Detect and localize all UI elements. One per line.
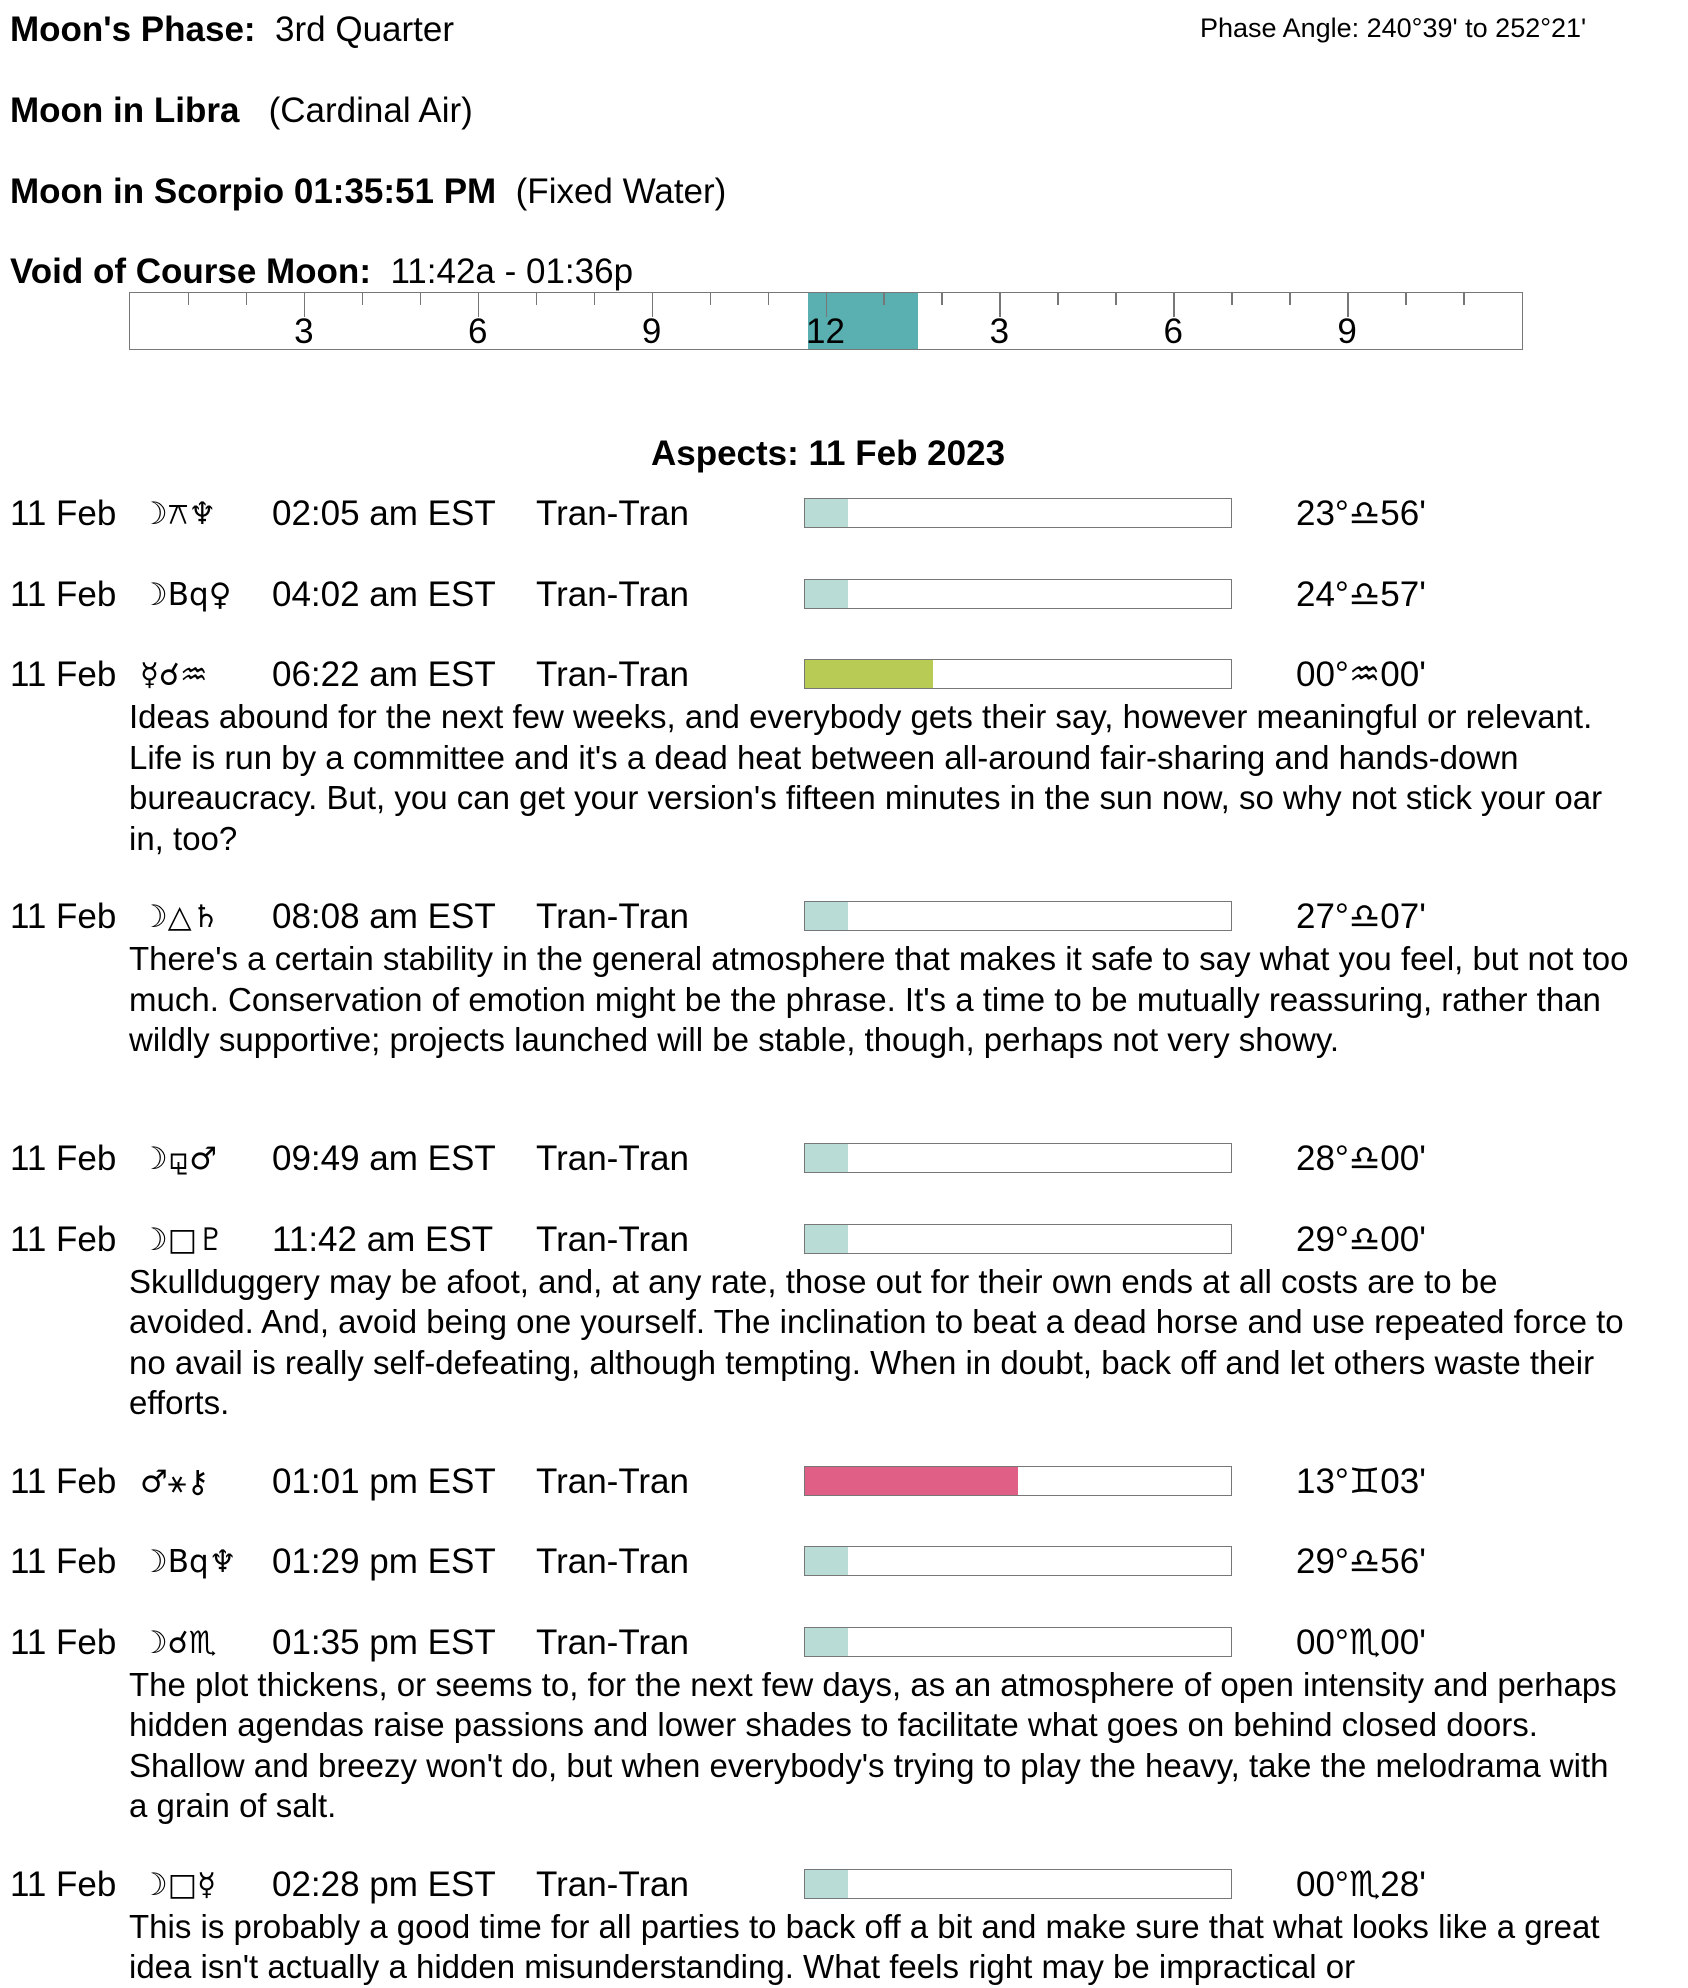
void-of-course-label: Void of Course Moon: [10, 252, 371, 291]
timeline-tick [188, 293, 190, 305]
aspect-date: 11 Feb [10, 897, 117, 936]
aspect-time: 08:08 am EST [272, 897, 496, 936]
aspect-row [0, 1863, 1688, 1907]
aspect-strength-fill [805, 580, 848, 608]
timeline-tick [1115, 293, 1117, 305]
phase-angle: Phase Angle: 240°39' to 252°21' [1200, 13, 1587, 43]
aspect-kind: Tran-Tran [536, 1622, 689, 1662]
aspect-date: 11 Feb [10, 655, 117, 694]
aspect-glyphs: ☽Bq♆ [140, 1544, 237, 1580]
timeline-tick [1463, 293, 1465, 305]
void-of-course [10, 252, 633, 292]
timeline-hour-label: 12 [806, 312, 845, 351]
timeline-tick [883, 293, 885, 305]
timeline-hour-label: 9 [641, 312, 662, 351]
aspect-description: Ideas abound for the next few weeks, and everybody gets their say, however meaningful or relevant. Life is run by a committee and it's a dead heat between all-around fair-sharing and hands-down bureaucracy. But, you can get your version's fifteen minutes in the sun now, so why not stick your oar in, too? [129, 698, 1603, 857]
aspect-strength-bar [804, 498, 1232, 528]
aspect-date: 11 Feb [10, 1219, 117, 1259]
aspect-kind: Tran-Tran [536, 1461, 689, 1501]
aspect-date: 11 Feb [10, 1461, 117, 1501]
timeline-tick [1057, 293, 1059, 305]
aspect-date: 11 Feb [10, 1622, 117, 1662]
aspect-strength-bar [804, 1466, 1232, 1496]
aspect-glyphs: ☽☌♏ [140, 1624, 217, 1661]
timeline-tick [941, 293, 943, 305]
moon-in-scorpio [10, 172, 726, 212]
aspect-glyphs: ☽Bq♀ [140, 576, 232, 613]
aspect-kind: Tran-Tran [536, 1542, 689, 1581]
aspect-strength-fill [805, 499, 848, 527]
aspect-glyphs: ♂⚹⚷ [140, 1463, 210, 1500]
aspect-position: 27°♎07' [1296, 897, 1426, 936]
aspect-kind: Tran-Tran [536, 574, 689, 614]
aspect-time: 11:42 am EST [272, 1219, 494, 1259]
aspect-position: 29°♎00' [1296, 1219, 1426, 1259]
aspect-description: Skullduggery may be afoot, and, at any rate, those out for their own ends at all costs are to be avoided. And, avoid being one yourself. The inclination to beat a dead horse and use repeated force to no avail is really self-defeating, although tempting. When in doubt, back off and let others waste their efforts. [129, 1262, 1624, 1421]
aspect-row [0, 1218, 1688, 1262]
aspect-glyphs: ☽△♄ [140, 899, 220, 935]
aspect-position: 29°♎56' [1296, 1542, 1426, 1581]
moon-in-libra-element: (Cardinal Air) [268, 91, 473, 130]
timeline-hour-label: 9 [1337, 312, 1357, 351]
timeline-tick [362, 293, 364, 305]
aspect-glyphs: ☽□☿ [140, 1866, 217, 1903]
aspect-row [0, 895, 1688, 939]
aspect-glyphs: ☿☌♒ [140, 657, 208, 693]
aspect-strength-fill [805, 1628, 848, 1656]
aspect-time: 06:22 am EST [272, 655, 496, 694]
aspect-kind: Tran-Tran [536, 1139, 689, 1178]
aspect-kind: Tran-Tran [536, 897, 689, 936]
aspect-strength-bar [804, 1869, 1232, 1899]
timeline-tick [710, 293, 712, 305]
timeline-tick [1231, 293, 1233, 305]
moon-phase-label: Moon's Phase: [10, 10, 256, 49]
timeline-hour-label: 6 [468, 312, 488, 351]
aspect-time: 01:29 pm EST [272, 1542, 496, 1581]
aspect-date: 11 Feb [10, 1542, 117, 1581]
aspect-time: 02:28 pm EST [272, 1864, 496, 1904]
aspect-strength-fill [805, 1547, 848, 1575]
aspect-date: 11 Feb [10, 1864, 117, 1904]
timeline-hour-label: 3 [989, 312, 1010, 351]
aspect-strength-bar [804, 659, 1232, 689]
aspect-kind: Tran-Tran [536, 494, 689, 533]
aspect-position: 23°♎56' [1296, 494, 1426, 533]
aspects-title: Aspects: 11 Feb 2023 [650, 434, 1006, 473]
aspect-row [0, 1137, 1688, 1181]
aspect-row [0, 1460, 1688, 1504]
aspect-row [0, 492, 1688, 536]
moon-phase-value: 3rd Quarter [275, 10, 455, 49]
aspect-strength-fill [805, 1225, 848, 1253]
aspect-time: 01:35 pm EST [272, 1622, 496, 1662]
aspect-time: 02:05 am EST [272, 494, 496, 533]
aspect-strength-bar [804, 901, 1232, 931]
aspect-time: 04:02 am EST [272, 574, 496, 614]
timeline-tick [594, 293, 596, 305]
moon-phase [10, 10, 454, 50]
aspect-kind: Tran-Tran [536, 1864, 689, 1904]
timeline-tick [536, 293, 538, 305]
aspect-glyphs: ☽□♇ [140, 1221, 225, 1258]
aspect-strength-fill [805, 1144, 848, 1172]
aspect-time: 01:01 pm EST [272, 1461, 496, 1501]
aspect-strength-fill [805, 902, 848, 930]
moon-in-libra-label: Moon in Libra [10, 91, 240, 130]
aspect-position: 00°♏00' [1296, 1622, 1426, 1662]
aspect-position: 13°♊03' [1296, 1461, 1426, 1501]
aspect-description: This is probably a good time for all parties to back off a bit and make sure that what looks like a great idea isn't actually a hidden misunderstanding. What feels right may be impractical or [129, 1907, 1600, 1985]
aspect-row [0, 653, 1688, 697]
timeline-tick [768, 293, 770, 305]
aspect-row [0, 1621, 1688, 1665]
aspect-strength-fill [805, 1467, 1018, 1495]
aspect-description: There's a certain stability in the general atmosphere that makes it safe to say what you feel, but not too much. Conservation of emotion might be the phrase. It's a time to be mutually reassuring, rather than wildly supportive; projects launched will be stable, though, perhaps not very showy. [129, 940, 1629, 1058]
aspect-strength-bar [804, 579, 1232, 609]
aspect-time: 09:49 am EST [272, 1139, 496, 1178]
aspect-position: 00°♏28' [1296, 1864, 1426, 1904]
aspect-description: The plot thickens, or seems to, for the next few days, as an atmosphere of open intensity and perhaps hidden agendas raise passions and lower shades to facilitate what goes on behind closed doors. Shallow and breezy won't do, but when everybody's trying to play the heavy, take the melodrama with a grain of salt. [129, 1665, 1617, 1824]
aspect-date: 11 Feb [10, 574, 117, 614]
aspect-strength-bar [804, 1143, 1232, 1173]
timeline-tick [246, 293, 248, 305]
timeline-tick [1289, 293, 1291, 305]
timeline-tick [1405, 293, 1407, 305]
aspect-strength-fill [805, 1870, 848, 1898]
aspect-strength-bar [804, 1224, 1232, 1254]
aspect-kind: Tran-Tran [536, 655, 689, 694]
void-of-course-timeline [129, 292, 1523, 350]
aspect-position: 28°♎00' [1296, 1139, 1426, 1178]
aspect-row [0, 1540, 1688, 1584]
aspect-position: 00°♒00' [1296, 655, 1426, 694]
void-of-course-value: 11:42a - 01:36p [390, 252, 634, 291]
aspect-position: 24°♎57' [1296, 574, 1426, 614]
moon-in-libra [10, 91, 473, 131]
aspect-strength-fill [805, 660, 933, 688]
aspect-date: 11 Feb [10, 494, 117, 533]
aspect-glyphs: ☽⚻♆ [140, 496, 217, 532]
timeline-tick [420, 293, 422, 305]
moon-in-scorpio-element: (Fixed Water) [515, 172, 727, 211]
moon-in-scorpio-label: Moon in Scorpio 01:35:51 PM [10, 172, 497, 211]
aspect-glyphs: ☽⚼♂ [140, 1141, 218, 1177]
aspect-kind: Tran-Tran [536, 1219, 689, 1259]
aspect-strength-bar [804, 1627, 1232, 1657]
aspect-row [0, 573, 1688, 617]
aspect-strength-bar [804, 1546, 1232, 1576]
timeline-hour-label: 6 [1163, 312, 1183, 351]
aspect-date: 11 Feb [10, 1139, 117, 1178]
timeline-hour-label: 3 [294, 312, 314, 351]
